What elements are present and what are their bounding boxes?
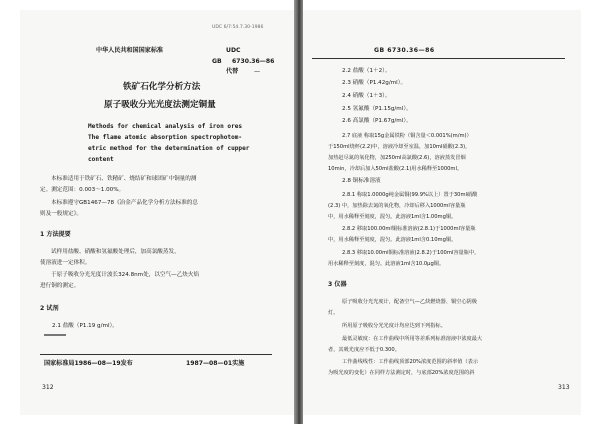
issuer-label: 中华人民共和国国家标准 [96,47,164,54]
right-page-number: 313 [558,384,570,391]
section-3-line-4: 最低灵敏度：在工作曲线中所用等差系列标准溶液中浓度最大 [342,336,483,342]
section-1-line-1: 试样用盐酸、硝酸和氢氟酸处理后，加高氯酸蒸发， [51,249,180,255]
section-3-line-2: 灯。 [328,310,339,316]
footer-effective: 1987—08—01实施 [186,360,245,367]
gb-number: 6730.36—86 [232,58,275,65]
item-2-7-line-4: 10min，冷却后加入50ml盐酸(2.1)用水稀释至1000ml。 [328,166,463,172]
item-2-1: 2.1 盐酸（P1.19 g/ml）。 [52,323,118,329]
intro-line-4: 则及一般规定》。 [40,211,82,217]
gb-label: GB [212,58,222,65]
item-2-8-1-line-3: 中，用水稀释至刻度，混匀。此溶液1ml含1.00mg铜。 [328,214,457,220]
document-title-line-1: 铁矿石化学分析方法 [123,82,201,92]
english-title-line-2: The flame atomic absorption spectrophotom- [88,134,243,141]
reagent-2-5: 2.5 氢氟酸（P1.15g/ml）。 [342,106,412,112]
right-header-gb: GB 6730.36—86 [374,47,435,54]
footer-issued: 国家标准局1986—08—19发布 [44,360,133,367]
section-3-line-7: 为吸光度的变化）在同样方法测定时，与底部20%浓度范围的斜 [328,370,475,376]
library-stamp: UDC 6/7:54.7.30-1986 [212,25,264,30]
item-2-8-3-line-1: 2.8.3 移取10.00ml铜标准溶液(2.8.2)于100ml容量瓶中， [342,250,480,256]
intro-line-2: 定。测定范围：0.003～1.00%。 [40,187,125,193]
section-1-line-4: 进行铜的测定。 [40,283,80,289]
section-1-title: 1 方法提要 [40,231,71,238]
section-3-line-5: 者，其吸光度应不低于0.300。 [328,347,400,353]
section-2-title: 2 试剂 [40,305,59,312]
reagent-2-3: 2.3 硝酸（P1.42g/ml）。 [342,80,407,86]
intro-line-1: 本标准适用于铁矿石、铁精矿、烧结矿和球团矿中铜量的测 [51,176,197,182]
reagent-2-4: 2.4 硝酸（1＋3）。 [342,93,391,99]
document-title-line-2: 原子吸收分光光度法测定铜量 [104,100,216,110]
section-3-line-1: 原子吸收分光光度计，配备空气—乙炔燃烧器、铜空心阴极 [342,299,477,305]
section-1-line-2: 使溶液进一定体积。 [40,260,91,266]
udc-label: UDC [226,47,241,54]
section-1-line-3: 于原子吸收分光光度计波长324.8nm处，以空气—乙炔火焰 [51,272,200,278]
item-2-7-line-3: 加热赶尽氮的氧化物，加250ml高氯酸(2.6)，溶液蒸发冒烟 [328,155,466,161]
item-2-8-3-line-2: 用水稀释至刻度，混匀。此溶液1ml含10.0μg铜。 [328,261,445,267]
item-2-8-1-line-2: (2.3) 中，加热除去氮的氧化物，冷却后移入1000ml容量瓶 [328,203,466,209]
item-2-8-2-line-1: 2.8.2 移取100.00ml铜标准溶液(2.8.1)于1000ml容量瓶 [342,226,476,232]
right-header-rule [312,58,565,59]
section-3-line-3: 所用原子吸收分光光度计均应达到下列指标。 [342,323,446,329]
footer-rule [40,354,272,355]
item-2-8-1-line-1: 2.8.1 称取1.0000g纯金属铜(99.9%以上）置于30ml硝酸 [342,192,478,198]
section-3-title: 3 仪器 [328,281,347,288]
left-page-number: 312 [42,384,54,391]
intro-line-3: 本标准遵守GB1467—78《冶金产品化学分析方法标准的总 [51,200,198,206]
reagent-2-6: 2.6 高氯酸（P1.67g/ml）。 [342,118,412,124]
item-2-8: 2.8 铜标准溶液 [342,178,381,184]
english-title-line-3: etric method for the determination of cupper [88,145,250,152]
english-title-line-1: Methods for chemical analysis of iron ores [88,123,243,130]
replaces-label: 代替 [226,68,239,75]
item-2-7-line-1: 2.7 底液 称取15g金属铁粉（铜含量＜0.001%(m/m)） [342,133,472,139]
item-2-7-line-2: 于150ml烧杯(2.2)中，溶液冷却至室温，加10ml硝酸(2.3)， [328,144,471,150]
item-2-8-2-line-2: 中，用水稀释至刻度，混匀。此溶液1ml含0.10mg铜。 [328,237,457,243]
english-title-line-4: content [88,156,114,163]
section-3-line-6: 工作曲线线性：工作曲线顶部20%浓度范围的斜率值（表示 [342,359,479,365]
book-gutter [294,0,303,424]
replaces-value: — [254,68,261,75]
pencil-mark [44,334,66,336]
reagent-2-2: 2.2 盐酸（1＋2）。 [342,68,391,74]
